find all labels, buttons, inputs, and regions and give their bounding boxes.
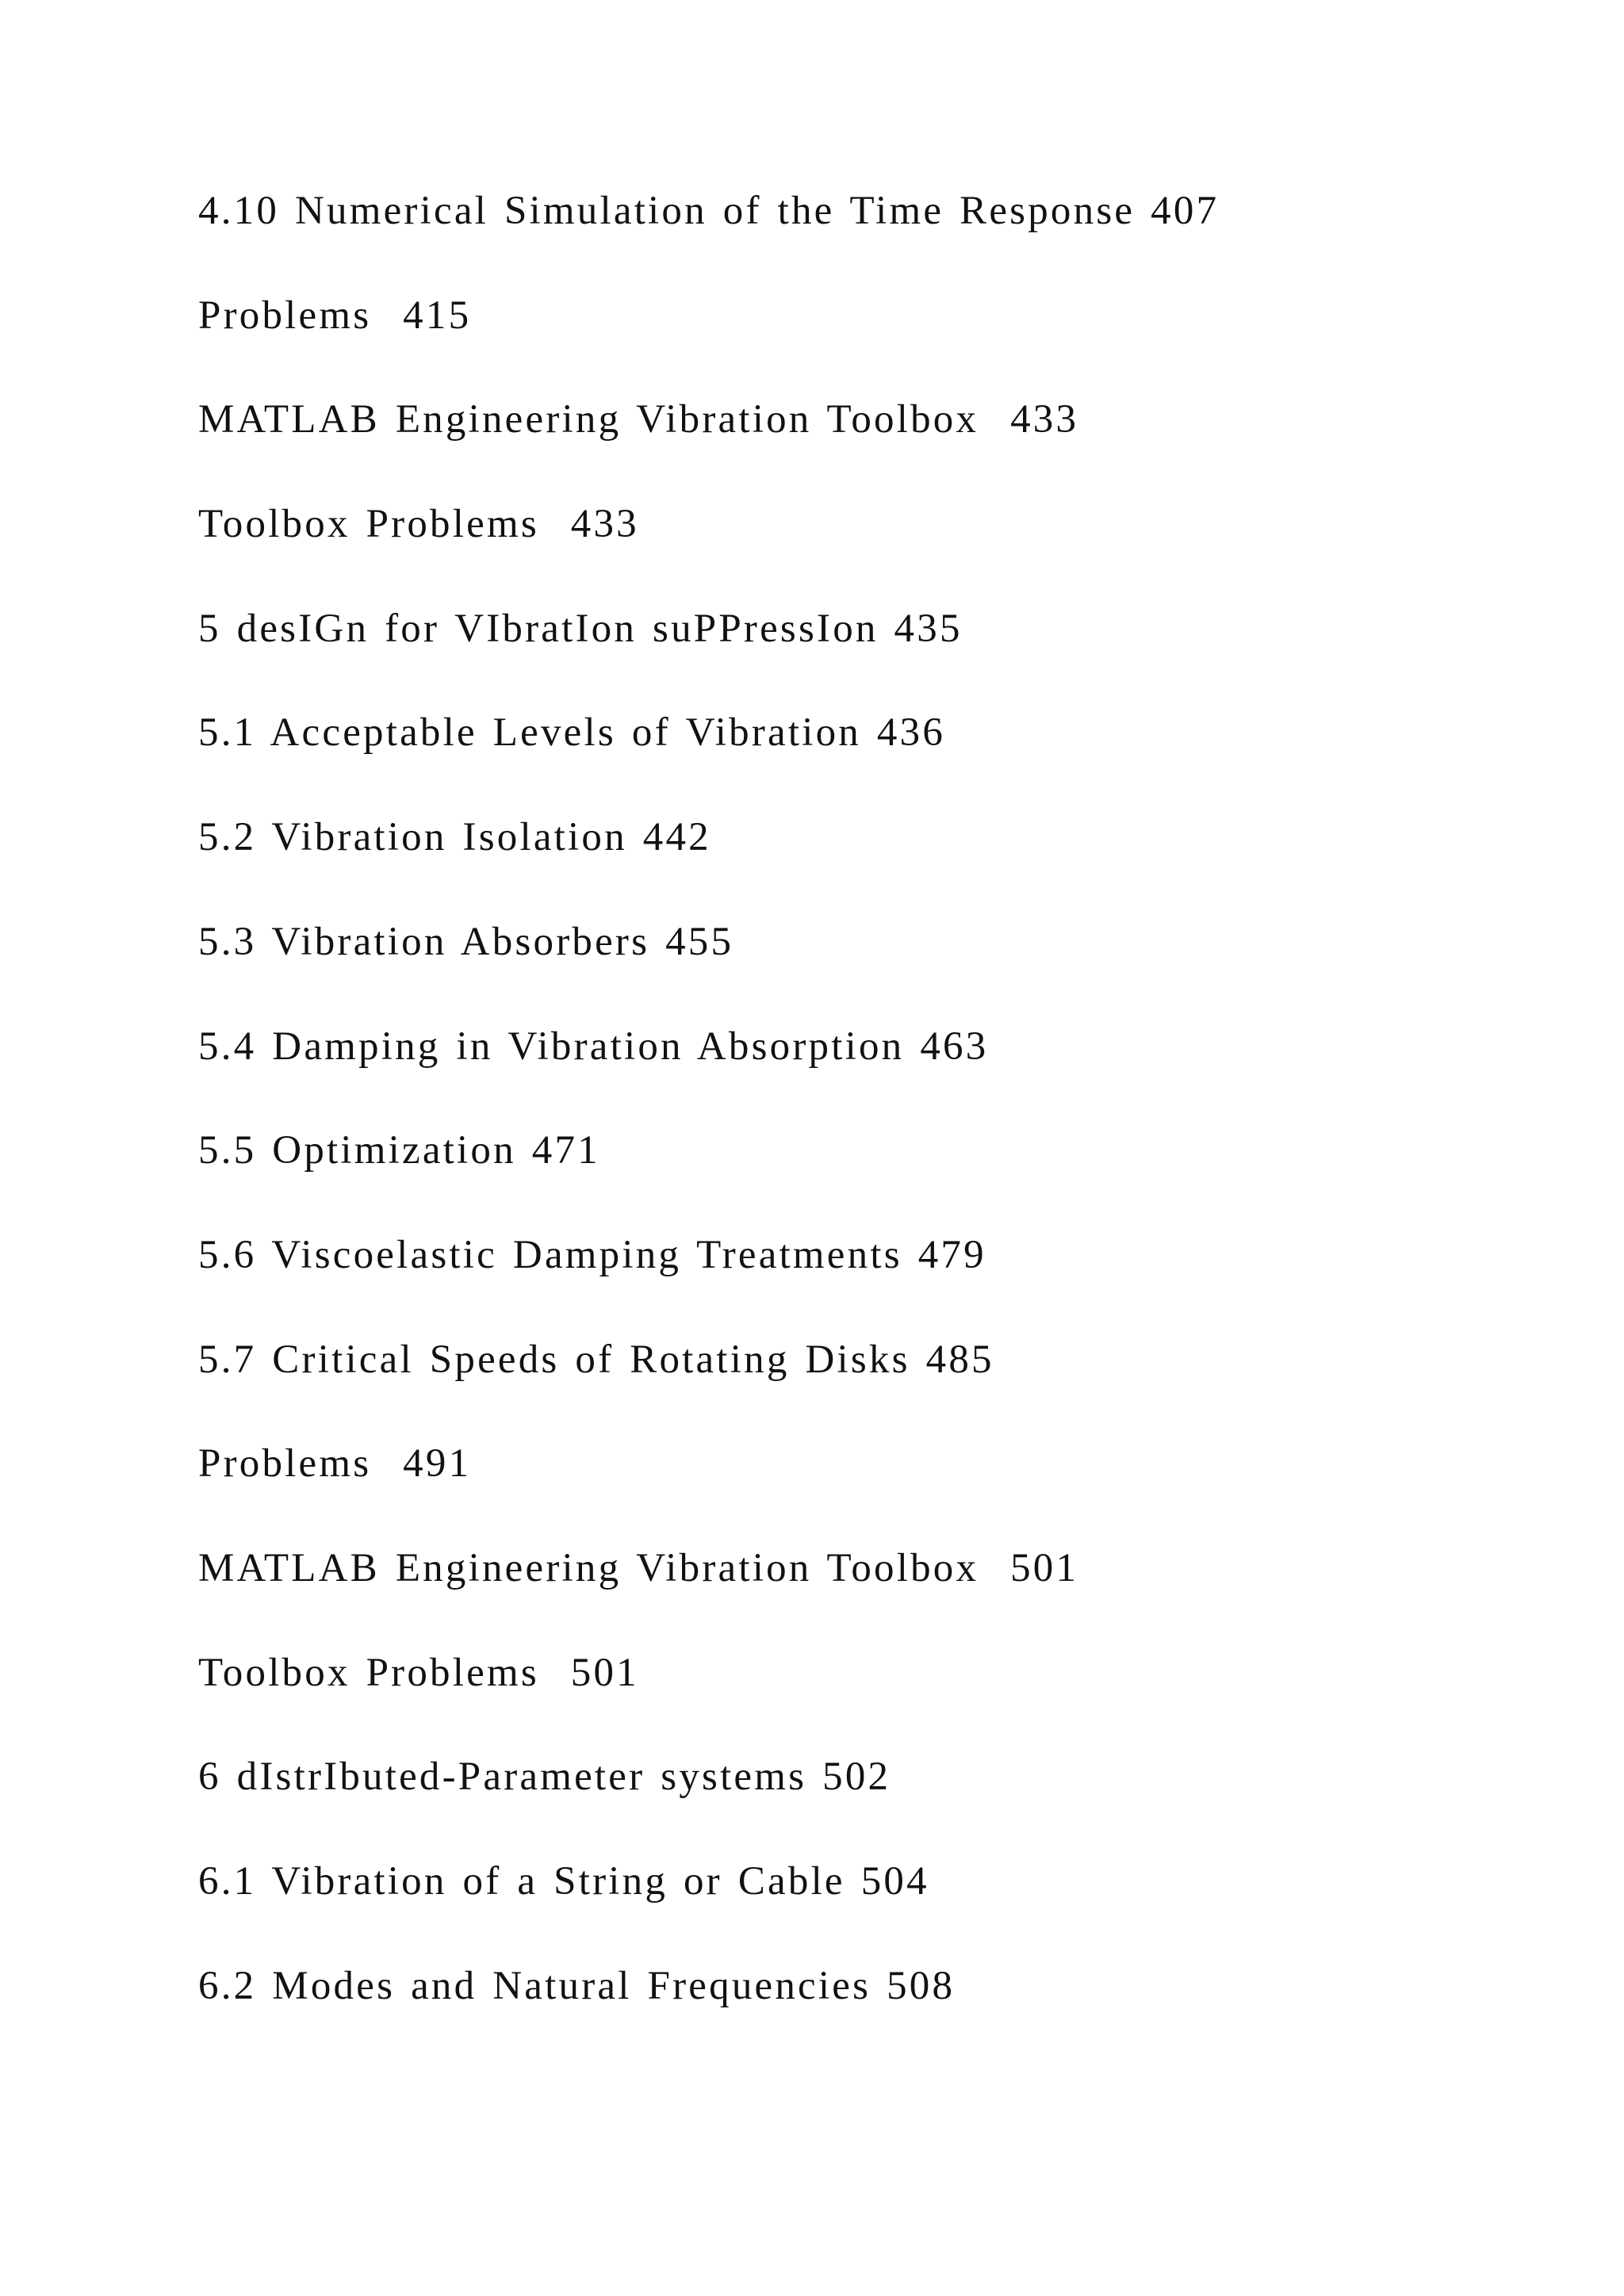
toc-entry: Toolbox Problems 433 [198, 502, 639, 547]
toc-chapter-heading: 6 dIstrIbuted-Parameter systems 502 [198, 1755, 891, 1800]
toc-entry: 5.7 Critical Speeds of Rotating Disks 485 [198, 1337, 994, 1382]
toc-entry: 5.5 Optimization 471 [198, 1128, 600, 1173]
toc-entry: Problems 415 [198, 293, 472, 338]
toc-entry: 5.4 Damping in Vibration Absorption 463 [198, 1024, 989, 1069]
toc-entry: 5.6 Viscoelastic Damping Treatments 479 [198, 1232, 986, 1277]
table-of-contents [198, 187, 1219, 2066]
toc-entry: 5.1 Acceptable Levels of Vibration 436 [198, 710, 946, 756]
toc-entry: Problems 491 [198, 1441, 472, 1487]
toc-entry: MATLAB Engineering Vibration Toolbox 433 [198, 397, 1079, 442]
toc-entry: 6.1 Vibration of a String or Cable 504 [198, 1859, 929, 1904]
toc-entry: MATLAB Engineering Vibration Toolbox 501 [198, 1545, 1079, 1590]
toc-entry: 5.3 Vibration Absorbers 455 [198, 919, 734, 964]
toc-chapter-heading: 5 desIGn for VIbratIon suPPressIon 435 [198, 606, 963, 651]
toc-entry: Toolbox Problems 501 [198, 1650, 639, 1695]
toc-entry: 5.2 Vibration Isolation 442 [198, 815, 711, 860]
toc-entry: 6.2 Modes and Natural Frequencies 508 [198, 1963, 956, 2008]
toc-entry: 4.10 Numerical Simulation of the Time Response 407 [198, 189, 1220, 233]
